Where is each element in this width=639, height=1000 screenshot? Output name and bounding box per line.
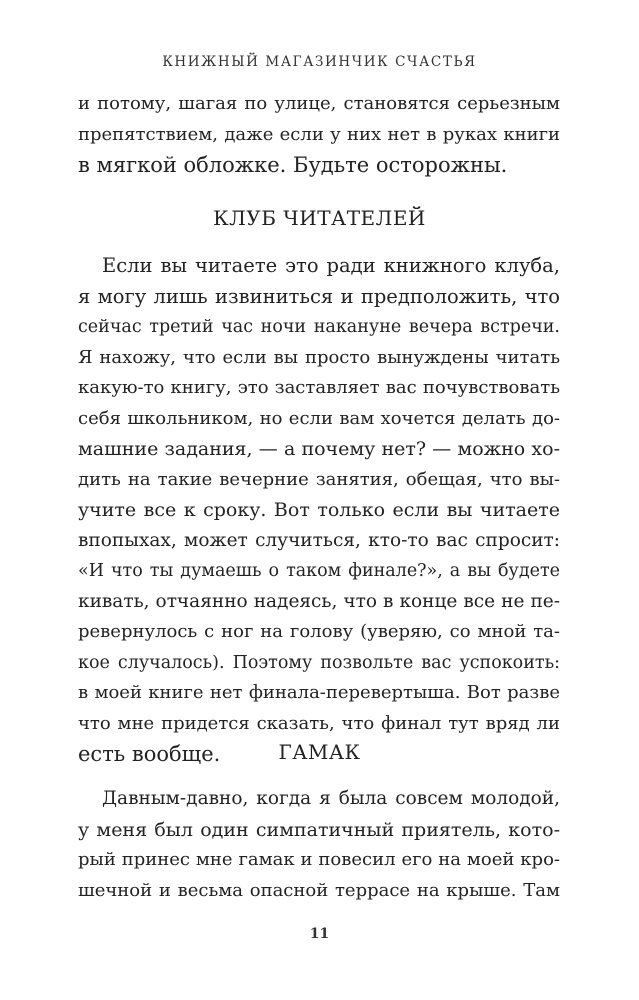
intro-paragraph	[78, 89, 560, 181]
hammock-paragraph	[78, 784, 560, 906]
text-line: я могу лишь извиниться и предположить, что	[78, 284, 560, 308]
text-line: в мягкой обложке. Будьте осторожны.	[78, 153, 508, 177]
text-line: себя школьником, но если вам хочется делать до-	[78, 407, 560, 429]
text-line: у меня был один симпатичный приятель, кото-	[78, 818, 560, 841]
text-line: впопыхах, может случиться, кто-то вас спросит:	[78, 529, 560, 551]
text-line: есть вообще.	[78, 742, 221, 766]
running-head: КНИЖНЫЙ МАГАЗИНЧИК СЧАСТЬЯ	[162, 54, 477, 70]
reading-club-paragraph	[78, 251, 560, 770]
text-line: рый принес мне гамак и повесил его на моей кро-	[78, 849, 560, 870]
text-line: машние задания, — а почему нет? — можно хо-	[78, 438, 560, 460]
text-line: и потому, шагая по улице, становятся серьезным	[78, 93, 560, 114]
text-line: учите все к сроку. Вот только если вы читаете	[78, 499, 560, 521]
text-line: дить на такие вечерние занятия, обещая, что вы-	[78, 468, 560, 490]
section-heading-hammock: ГАМАК	[278, 740, 361, 764]
text-line: кое случалось). Поэтому позвольте вас успокоить:	[78, 652, 560, 673]
text-line: «И что ты думаешь о таком финале?», а вы будете	[78, 561, 560, 581]
text-line: что мне придется сказать, что финал тут вряд ли	[78, 712, 560, 734]
text-line: сейчас третий час ночи накануне вечера встречи.	[78, 317, 560, 337]
text-line: какую-то книгу, это заставляет вас почувствовать	[78, 377, 560, 398]
text-line: в моей книге нет финала-перевертыша. Вот разве	[78, 682, 560, 703]
text-line: препятствием, даже если у них нет в руках книги	[78, 123, 560, 145]
text-line: Если вы читаете это ради книжного клуба,	[102, 254, 560, 277]
section-heading-reading-club: КЛУБ ЧИТАТЕЛЕЙ	[213, 206, 426, 230]
page-number: 11	[309, 926, 330, 942]
text-line: ревернулось с ног на голову (уверяю, со мной та-	[78, 621, 560, 642]
text-line: кивать, отчаянно надеясь, что в конце все не пе-	[78, 590, 560, 612]
text-line: Давным-давно, когда я была совсем молодой,	[102, 788, 560, 809]
text-line: Я нахожу, что если вы просто вынуждены читать	[78, 346, 560, 368]
text-line: шечной и весьма опасной террасе на крыше. Там	[78, 879, 560, 901]
